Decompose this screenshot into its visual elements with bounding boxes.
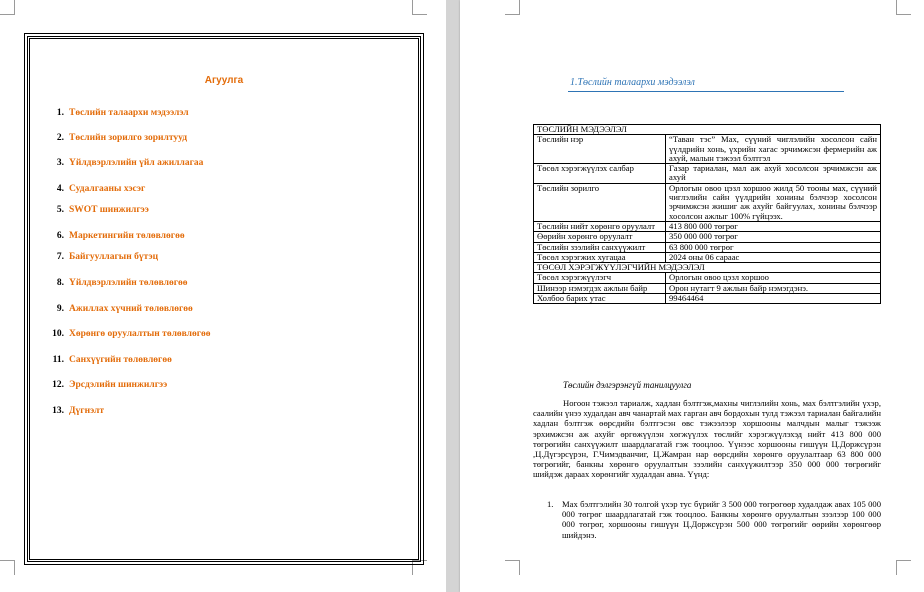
toc-item-label: Хөрөнгө оруулалтын төлөвлөгөө: [69, 329, 211, 339]
toc-item[interactable]: 8. Үйлдвэрлэлийн төлөвлөгөө: [56, 278, 188, 288]
toc-item-label: Эрсдэлийн шинжилгээ: [69, 380, 168, 390]
toc-item-label: Дүгнэлт: [69, 406, 105, 416]
toc-item[interactable]: 6. Маркетингийн төлөвлөгөө: [56, 231, 185, 241]
table-row: Өөрийн хөрөнгө оруулалт 350 000 000 төгрөг: [534, 232, 881, 242]
crop-mark: [896, 0, 911, 15]
toc-item-label: Маркетингийн төлөвлөгөө: [69, 231, 185, 241]
toc-title: Агуулга: [204, 75, 244, 86]
project-info-table: [533, 124, 881, 304]
toc-item[interactable]: 12. Эрсдэлийн шинжилгээ: [52, 380, 168, 390]
toc-item[interactable]: 4. Судалгааны хэсэг: [56, 184, 146, 194]
page-gap: [446, 0, 460, 592]
toc-item-label: Үйлдвэрлэлийн төлөвлөгөө: [69, 278, 188, 288]
toc-item[interactable]: 11. Санхүүгийн төлөвлөгөө: [52, 355, 172, 365]
crop-mark: [505, 560, 520, 575]
table-section-row: ТӨСЛИЙН МЭДЭЭЛЭЛ: [534, 125, 881, 135]
table-row: Шинээр нэмэгдэх ажлын байр Орон нутагт 9 ажлын байр нэмэгдэнэ.: [534, 283, 881, 293]
page-left: [0, 0, 446, 592]
toc-item-label: Үйлдвэрлэлийн үйл ажиллагаа: [69, 158, 204, 168]
body-paragraph: Ногоон тэжээл тариалж, хадлан бэлтгэж,махны чиглэлийн хонь, мах бэлтгэлийн үхэр, саалийн үнээ худалдан авч чанартай мах гарган авч бордохын тулд тэжээл тариалан байгалийн хадлан бэлтгэж өөрсдийн бэлтгэсэн өвс тэжээлээр хоршооны малчдын малыг тэжээж эрхимжсэн аж ахуйг өргөжүүлэн хөгжүүлэх төслийг хэрэгжүүлэхэд нийт 413 800 000 төгрөгийн санхүүжилт шаардлагатай гэж тооцлоо. Үүнээс хоршооны гишүүн Ц.Доржсүрэн ,Ц.Дүгэрсүрэн, Г.Чимэдванчиг, Ц.Жамран нар өөрсдийн хөрөнгө оруулалтаар 63 800 000 төгрөгийг, банкны хөрөнгө оруулалтын зээлийн санхүүжилтээр 350 000 000 төгрөгийг шийдэж дараах хөрөнгийг худалдан авна. Үүнд:: [533, 398, 881, 480]
list-item: 1. Мах бэлтгэлийн 30 толгой үхэр тус бүрийг 3 500 000 төгрөгөөр худалдаж авах 105 000 000 төгрөг шаардлагатай гэж тооцлоо. Банкны хөрөнгө оруулалтын зээлээр 100 000 000 төгрөг, хоршооны гишүүн Ц.Доржсүрэн 500 000 төгрөгийг өөрийн хөрөнгөөр шийдэнэ.: [547, 499, 881, 540]
table-row: Төсөл хэрэгжүүлэгч Орлогын овоо цэзл хоршоо: [534, 273, 881, 283]
crop-mark: [896, 560, 911, 575]
toc-item-label: Судалгааны хэсэг: [69, 184, 146, 194]
subheading: Төслийн дэлгэрэнгүй танилцуулга: [563, 380, 692, 390]
toc-item[interactable]: 5. SWOT шинжилгээ: [56, 205, 149, 215]
toc-item[interactable]: 3. Үйлдвэрлэлийн үйл ажиллагаа: [56, 158, 204, 168]
table-row: Холбоо барих утас 99464464: [534, 294, 881, 304]
table-row: Төслийн зорилго Орлогын овоо цэзл хоршоо жилд 50 тооны мах, сүүний чиглэлийн сайн үүлдрийн хонины бэлчээр хосолсон эрчимжсэн жишиг аж ахуйг байгуулах, хонины бэлчээр хосолсон ажлыг 100% гүйцээх.: [534, 183, 881, 221]
toc-item-label: SWOT шинжилгээ: [69, 205, 149, 215]
table-section-row: ТӨСӨЛ ХЭРЭГЖҮҮЛЭГЧИЙН МЭДЭЭЛЭЛ: [534, 263, 881, 273]
crop-mark: [0, 0, 15, 15]
toc-item[interactable]: 9. Ажиллах хүчний төлөвлөгөө: [56, 304, 193, 314]
table-row: Төслийн нэр “Таван тэс” Мах, сүүний чиглэлийн хосолсон сайн үүлдрийн хонь, үхрийн хагас эрчимжсэн фермерийн аж ахуй, малын тэжээл бэлтгэл: [534, 135, 881, 164]
crop-mark: [412, 0, 427, 15]
toc-page-border: [27, 36, 421, 562]
toc-item[interactable]: 1. Төслийн талаархи мэдээлэл: [56, 108, 189, 118]
toc-item[interactable]: 10. Хөрөнгө оруулалтын төлөвлөгөө: [52, 329, 211, 339]
table-row: Төслийн зээлийн санхүүжилт 63 800 000 төгрөг: [534, 242, 881, 252]
toc-item-label: Төслийн талаархи мэдээлэл: [69, 108, 189, 118]
heading-underline: [568, 91, 844, 92]
toc-item-label: Санхүүгийн төлөвлөгөө: [69, 355, 172, 365]
table-row: Төслийн нийт хөрөнгө оруулалт 413 800 000 төгрөг: [534, 221, 881, 231]
toc-item-label: Байгууллагын бүтэц: [69, 252, 159, 262]
crop-mark: [505, 0, 520, 15]
section-heading: 1.Төслийн талаархи мэдээлэл: [570, 77, 695, 88]
toc-item-label: Ажиллах хүчний төлөвлөгөө: [69, 304, 193, 314]
table-row: Төсөл хэрэгжүүлэх салбар Газар тариалан, мал аж ахуй хосолсон эрчимжсэн аж ахуй: [534, 164, 881, 184]
toc-item[interactable]: 13. Дүгнэлт: [52, 406, 105, 416]
toc-item[interactable]: 2. Төслийн зорилго зорилтууд: [56, 133, 188, 143]
toc-item[interactable]: 7. Байгууллагын бүтэц: [56, 252, 159, 262]
crop-mark: [0, 560, 15, 575]
toc-item-label: Төслийн зорилго зорилтууд: [69, 133, 188, 143]
table-row: Төсөл хэрэгжих хугацаа 2024 оны 06 сараас: [534, 252, 881, 262]
crop-mark: [412, 560, 427, 575]
